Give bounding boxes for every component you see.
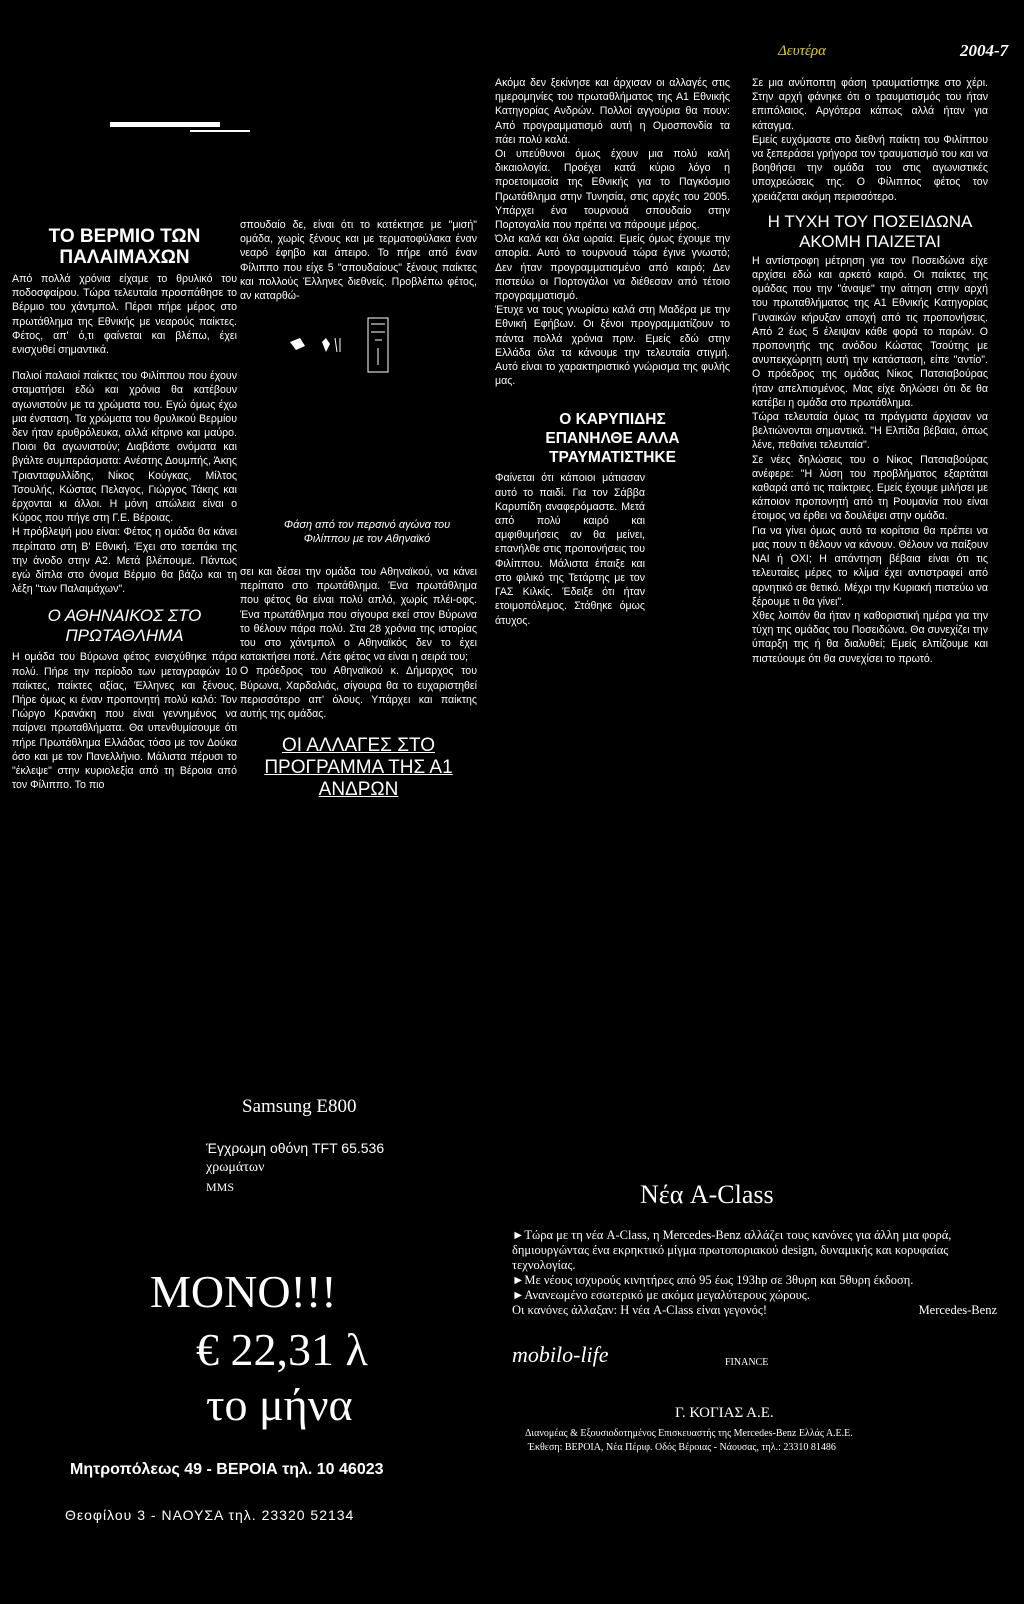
article-title: ΟΙ ΑΛΛΑΓΕΣ ΣΤΟ ΠΡΟΓΡΑΜΜΑ ΤΗΣ Α1 ΑΝΔΡΩΝ bbox=[264, 735, 453, 801]
finance-logo: FINANCE bbox=[725, 1357, 769, 1368]
article-paragraph: Τώρα τελευταία όμως τα πράγματα άρχισαν να βελτιώνονται σημαντικά. "Η Ελπίδα βέβαια, όπως λένε, πεθαίνει τελευταία". bbox=[752, 411, 988, 452]
samsung-ad bbox=[0, 1080, 500, 1604]
ad-title: Νέα A-Class bbox=[640, 1180, 774, 1209]
article-paragraph: Όλα καλά και όλα ωραία. Εμείς όμως έχουμε την απορία. Αυτό το τουρνουά τώρα έγινε γνωστό; Δεν ήταν προγραμματισμένο από καιρό; Δεν πιστεύω οι Πορτογάλοι να διέθεσαν από τέτοιο προγραμματισμό. bbox=[495, 233, 730, 303]
ad-closing: Οι κανόνες άλλαξαν: Η νέα A-Class είναι γεγονός! bbox=[512, 1303, 768, 1317]
column-3 bbox=[495, 76, 730, 628]
ad-bullet-item: ► Ανανεωμένο εσωτερικό με ακόμα μεγαλύτερους χώρους. bbox=[512, 1288, 997, 1303]
phone-feature: MMS bbox=[206, 1180, 235, 1194]
article-paragraph: Η αντίστροφη μέτρηση για τον Ποσειδώνα είχε αρχίσει εδώ και αρκετό καιρό. Οι παίκτες της ομάδας που την "άναψε" την αίτηση στην αρχή του πρωταθλήματος της Α1 Εθνικής Κατηγορίας Γυναικών κήρυξαν αποχή από τις προπονήσεις. Από 2 έως 5 έλειψαν κάθε φορά το παρών. Ο προπονητής της ανόδου Κώστας Τσούτης με ανυπεκχώρητη αυτή την κατάσταση, είπε "αντίο". Ο πρόεδρος της ομάδας Νίκος Πατσιαβούρας ήταν απελπισμένος. Μας είχε δηλώσει ότι δε θα κατέβει η ομάδα στο πρωτάθλημα. bbox=[752, 254, 988, 409]
header-page-number: 2004-7 bbox=[960, 41, 1009, 60]
divider bbox=[190, 130, 250, 132]
article-paragraph: Έτυχε να τους γνωρίσω καλά στη Μαδέρα με την Εθνική Εφήβων. Οι ξένοι προγραμματίζουν το πάντα πολλά χρόνια πριν. Εμείς εδώ στην Ελλάδα όλα τα κάνουμε την τελευταία στιγμή. Αυτό είναι το χαρακτηριστικό γνώρισμα της φυλής μας. bbox=[495, 304, 730, 388]
article-paragraph: Ο πρόεδρος του Αθηναϊκού κ. Δήμαρχος του Βύρωνα, Χαρδαλιάς, σίγουρα θα το ευχαριστηθεί περισσότερο απ' όλους. Υπάρχει και παίκτης αυτής της ομάδας. bbox=[240, 665, 477, 721]
article-paragraph: Από πολλά χρόνια είχαμε το θρυλικό του ποδοσφαίρου. Τώρα τελευταία προσπάθησε το Βέρμιο του χάντμπολ. Πέρσι πήρε μέρος στο πρωτάθλημα της Εθνικής με νεαρούς παίκτες. Φέτος, απ' ό,τι φαίνεται και βλέπω, έχει ενισχυθεί σημαντικά. bbox=[12, 273, 237, 357]
store-info: Μητροπόλεως 49 - ΒΕΡΟΙΑ τηλ. 10 46023 bbox=[70, 1461, 384, 1478]
ad-bullet-item: ► Με νέους ισχυρούς κινητήρες από 95 έως 193hp σε 3θυρη και 5θυρη έκδοση. bbox=[512, 1273, 997, 1288]
column-2-continued bbox=[240, 565, 477, 801]
mobilo-logo: mobilo-life bbox=[512, 1342, 609, 1367]
article-title: Ο ΚΑΡΥΠΙΔΗΣ ΕΠΑΝΗΛΘΕ ΑΛΛΑ ΤΡΑΥΜΑΤΙΣΤΗΚΕ bbox=[545, 411, 680, 467]
divider bbox=[110, 122, 220, 127]
article-paragraph: Παλιοί παλαιοί παίκτες του Φιλίππου που έχουν σταματήσει εδώ και χρόνια θα κατέβουν αγωνιστούν με τα χρώματα του. Εγώ όμως έχω μια ένσταση. Τα χρώματα του θρυλικού Βερμίου δεν ήταν ερυθρόλευκα, αλλά κίτρινο και μαύρο. Ποιοι θα αγωνιστούν; Διαβάστε ονόματα και βγάλτε συμπεράσματα: Ανέστης Δουμπής, Άκης Τριανταφυλλίδης, Νίκος Κούγκας, Μίλτος Τσουλής, Κώστας Πελαγος, Γιώργος Τάκης και έρχονται κι άλλοι. Η μόνη απώλεια είναι ο Κύρος που πήγε στη Γ.Ε. Βέροιας. bbox=[12, 370, 237, 525]
ad-bullet bbox=[512, 1228, 997, 1318]
dealer-name: Γ. ΚΟΓΙΑΣ Α.Ε. bbox=[675, 1405, 774, 1421]
dealer-address: Έκθεση: ΒΕΡΟΙΑ, Νέα Πέριφ. Οδός Βέροιας - Νάουσας, τηλ.: 23310 81486 bbox=[528, 1442, 836, 1453]
ad-brand: Mercedes-Benz bbox=[918, 1303, 997, 1317]
price-label: ΜΟΝΟ!!! bbox=[150, 1266, 337, 1317]
article-title: ΤΟ ΒΕΡΜΙΟ ΤΩΝ ΠΑΛΑΙΜΑΧΩΝ bbox=[48, 226, 201, 268]
phone-feature: χρωμάτων bbox=[206, 1160, 265, 1175]
article-paragraph: σει και δέσει την ομάδα του Αθηναϊκού, να κάνει περίπατο στο πρωτάθλημα. Ένα πρωτάθλημα που φέτος θα είναι πολύ απλό, χωρίς πλέι-οφς. Ένα πρωτάθλημα που σίγουρα εκεί στον Βύρωνα το θέλουν πάρα πολύ. Στα 28 χρόνια της ιστορίας του στο χάντμπολ ο Αθηναϊκός δεν το έχει κατακτήσει ποτέ. Λέτε φέτος να είναι η σειρά του; bbox=[240, 566, 477, 664]
column-2 bbox=[240, 218, 477, 303]
ad-bullet-item: ► Τώρα με τη νέα A-Class, η Mercedes-Benz αλλάζει τους κανόνες για άλλη μια φορά, δημιουργώντας ένα εκρηκτικό μίγμα πρωτοποριακού design, δυναμικής και κορυφαίας τεχνολογίας. bbox=[512, 1228, 997, 1273]
header-day: Δευτέρα bbox=[778, 43, 826, 59]
column-1 bbox=[12, 226, 237, 793]
article-paragraph: Οι υπεύθυνοι όμως έχουν μια πολύ καλή δικαιολογία. Προέχει κατά κύριο λόγο η προετοιμασία της Εθνικής για το Παγκόσμιο Πρωτάθλημα στην Τυνησία, στις αρχές του 2005. Υπάρχει ένα τουρνουά σπουδαίο στην Πορτογαλία που πρέπει να πάρουμε μέρος. bbox=[495, 148, 730, 232]
photo-caption: Φάση από τον περσινό αγώνα του Φιλίππου με τον Αθηναϊκό bbox=[283, 519, 451, 546]
article-paragraph: Σε νέες δηλώσεις του ο Νίκος Πατσιαβούρας ανέφερε: "Η λύση του προβλήματος εξαρτάται καθαρά από τις παίκτριες. Εμείς έχουμε μιλήσει με κάποιον προπονητή από τη Ρουμανία που είναι έτοιμος να έρθει να δουλέψει στην ομάδα. bbox=[752, 453, 988, 523]
price: € 22,31 λ bbox=[196, 1324, 368, 1375]
mercedes-ad bbox=[500, 1080, 1024, 1604]
article-paragraph: Εμείς ευχόμαστε στο διεθνή παίκτη του Φιλίππου να ξεπεράσει γρήγορα τον τραυματισμό του και να βοηθήσει την ομάδα του στις αγωνιστικές υποχρεώσεις της. Ο Φίλιππος φέτος τον χρειάζεται ακόμη περισσότερο. bbox=[752, 133, 988, 203]
article-paragraph: Για να γίνει όμως αυτό τα κορίτσια θα πρέπει να μας πουν τι θέλουν να κάνουν. Θέλουν να παίξουν ΝΑΙ ή ΟΧΙ; Η απάντηση βέβαια είναι ότι τις τελευταίες μέρες το κλίμα έχει αντιστραφεί από αρνητικό σε θετικό. Μέχρι την Κυριακή πιστεύω να ξέρουμε τι θα γίνει". bbox=[752, 524, 988, 608]
article-paragraph: Σε μια ανύποπτη φάση τραυματίστηκε στο χέρι. Στην αρχή φάνηκε ότι ο τραυματισμός του ήταν επιπόλαιος. Αργότερα κάπως αλλά ήταν για κάταγμα. bbox=[752, 77, 988, 132]
photo-figures bbox=[250, 310, 470, 380]
column-4 bbox=[752, 76, 988, 666]
article-title: Η ΤΥΧΗ ΤΟΥ ΠΟΣΕΙΔΩΝΑ ΑΚΟΜΗ ΠΑΙΖΕΤΑΙ bbox=[767, 211, 973, 251]
article-title: Ο ΑΘΗΝΑΙΚΟΣ ΣΤΟ ΠΡΩΤΑΘΛΗΜΑ bbox=[47, 606, 202, 646]
article-paragraph: Η πρόβλεψή μου είναι: Φέτος η ομάδα θα κάνει περίπατο στη Β' Εθνική. Έχει στο τσεπάκι της την άνοδο στην Α2. Μετά βλέπουμε. Πάντως εγώ δίπλα στο όνομα Βέρμιο θα βάζω και τη λέξη "των Παλαιμάχων". bbox=[12, 526, 237, 596]
article-paragraph: Ακόμα δεν ξεκίνησε και άρχισαν οι αλλαγές στις ημερομηνίες του πρωταθλήματος της Α1 Εθνικής Κατηγορίας Ανδρών. Πολλοί αγγούρια θα πουν: Από προγραμματισμό αυτή η Ομοσπονδία τα πάει πολύ καλά. bbox=[495, 77, 730, 146]
phone-model: Samsung E800 bbox=[242, 1096, 357, 1117]
article-paragraph: Φαίνεται ότι κάποιοι μάτιασαν αυτό το παιδί. Για τον Σάββα Καρυπίδη αναφερόμαστε. Μετά από πολύ καιρό και αμφιθυμήσεις αν θα μείνει, επανήλθε στις προπονήσεις του Φιλίππου. Μάλιστα έπαιξε και στο φιλικό της Τετάρτης με τον ΓΑΣ Κιλκίς. Έδειξε ότι ήταν ετοιμοπόλεμος. Στάθηκε όμως άτυχος. bbox=[495, 472, 645, 627]
dealer-description: Διανομέας & Εξουσιοδοτημένος Επισκευαστής της Mercedes-Benz Ελλάς Α.Ε.Ε. bbox=[525, 1428, 853, 1439]
store-address: Θεοφίλου 3 - ΝΑΟΥΣΑ τηλ. 23320 52134 bbox=[65, 1507, 355, 1523]
photo bbox=[250, 310, 470, 510]
phone-feature: Έγχρωμη οθόνη TFT 65.536 bbox=[206, 1140, 385, 1156]
article-paragraph: σπουδαίο δε, είναι ότι το κατέκτησε με "μισή" ομάδα, χωρίς ξένους και με τερματοφύλακα έναν νεαρό έφηβο και άπειρο. Το πήρε από έναν Φίλιππο που είχε 5 "σπουδαίους" ξένους παίκτες και πολλούς Έλληνες διεθνείς. Προβλέπω φέτος, αν καταρθώ- bbox=[240, 219, 477, 303]
price-period: το μήνα bbox=[206, 1379, 353, 1430]
article-paragraph: Χθες λοιπόν θα ήταν η καθοριστική ημέρα για την τύχη της ομάδας του Ποσειδώνα. Θα συνεχίζει την ύπαρξη της ή θα διαλυθεί; Εμείς ελπίζουμε και πιστεύουμε ότι θα συνεχίσει το πρωτό. bbox=[752, 609, 988, 665]
article-paragraph: Η ομάδα του Βύρωνα φέτος ενισχύθηκε πάρα πολύ. Πήρε την περίοδο των μεταγραφών 10 παίκτες, παίκτες αξίας, Έλληνες και ξένους. Πήρε όμως κι έναν προπονητή πολύ καλό: Τον Γιώργο Κρανάκη που είναι γεννημένος να παίρνει πρωταθλήματα. Θα υπενθυμίσουμε ότι πήρε Πρωτάθλημα Ελλάδας τόσο με τον Δούκα όσο και με τον Πανελλήνιο. Μάλιστα πέρυσι το "έκλεψε" στην κυριολεξία από τη Βέροια από τον Φίλιππο. Το πιο bbox=[12, 651, 237, 792]
